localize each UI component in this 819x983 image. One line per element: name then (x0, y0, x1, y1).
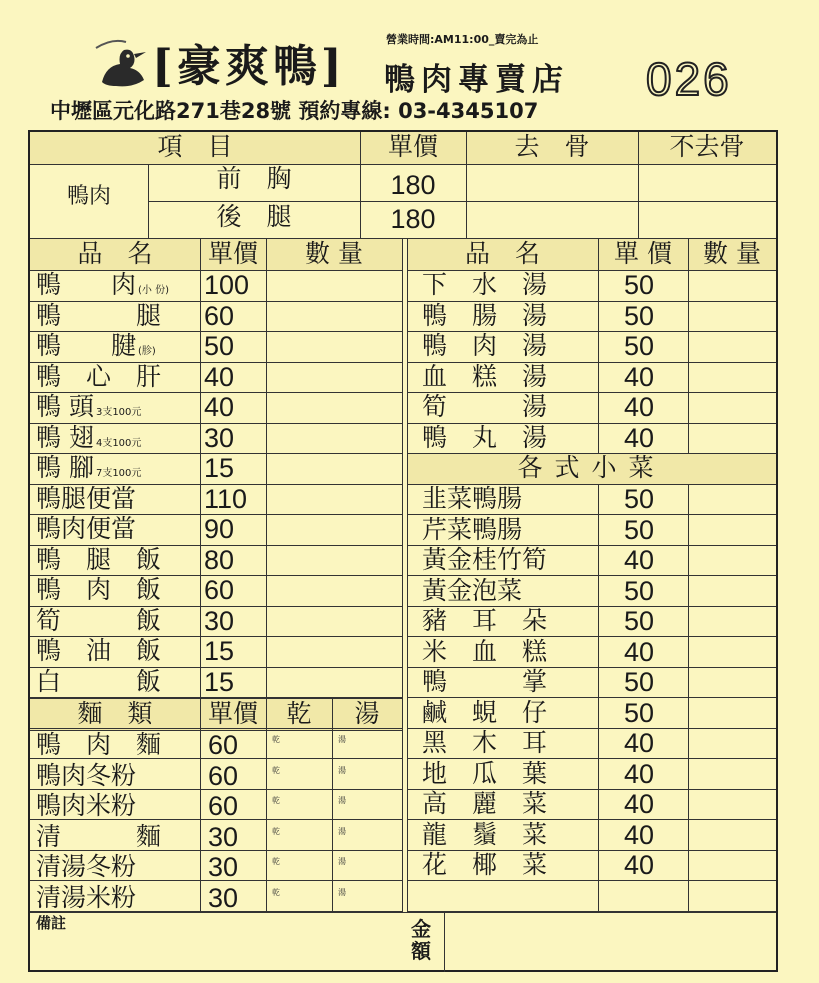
grid-line (30, 514, 402, 515)
grid-line (30, 819, 402, 820)
soup-item-price: 50 (624, 331, 655, 361)
qty-field[interactable] (689, 423, 776, 454)
grid-line (402, 238, 403, 912)
dry-checkbox[interactable]: 乾 (272, 857, 280, 866)
menu-item-price: 60 (204, 300, 235, 331)
menu-item-name: 鴨 腿 飯 (36, 544, 162, 574)
grid-line (407, 301, 776, 302)
deboned-breast-qty[interactable] (467, 165, 637, 201)
menu-item-price: 15 (204, 666, 235, 697)
grid-line (407, 728, 776, 729)
side-item-name: 黃金桂竹筍 (422, 545, 548, 574)
side-item-name: 鹹 蜆 仔 (422, 697, 548, 727)
grid-line (598, 238, 599, 453)
side-item-price: 50 (624, 514, 655, 545)
top-header-deboned: 去 骨 (514, 132, 590, 161)
side-item-name: 黃金泡菜 (422, 575, 523, 605)
qty-field[interactable] (689, 362, 776, 393)
brand-name: [豪爽鴨] (152, 41, 346, 92)
side-item-price: 50 (624, 667, 655, 697)
soup-item-price: 40 (624, 361, 655, 392)
grid-line (407, 667, 776, 668)
side-item-name: 豬 耳 朵 (422, 606, 548, 635)
grid-line (407, 331, 776, 332)
soup-checkbox[interactable]: 湯 (338, 887, 346, 897)
menu-item-note: 3支100元 (95, 407, 142, 418)
grid-line (30, 730, 402, 731)
soup-item-price: 40 (624, 422, 655, 453)
noodle-item-price: 30 (208, 852, 239, 882)
menu-item-price: 100 (204, 270, 250, 300)
menu-item-name: 鴨 頭 3支100元 (36, 392, 142, 421)
soup-item-name: 下 水 湯 (422, 270, 548, 299)
side-item-price: 50 (624, 575, 655, 606)
menu-item-name: 鴨 油 飯 (36, 636, 162, 665)
grid-line (407, 362, 776, 363)
item-breast: 前 胸 (216, 164, 292, 193)
grid-line (407, 819, 776, 820)
noodle-item-price: 30 (208, 821, 239, 852)
grid-line (407, 392, 776, 393)
side-item-price: 40 (624, 789, 655, 819)
side-item-name: 龍 鬚 菜 (422, 819, 548, 849)
menu-item-note: (小 份) (138, 285, 169, 296)
grid-line (30, 392, 402, 393)
menu-item-price: 40 (204, 392, 235, 422)
side-item-price: 50 (624, 697, 655, 728)
bone-in-thigh-qty[interactable] (639, 202, 776, 238)
item-thigh: 後 腿 (216, 202, 292, 231)
grid-line (30, 575, 402, 576)
menu-item-name: 鴨 肉 飯 (36, 575, 162, 604)
grid-line (30, 238, 776, 239)
side-item-price: 40 (624, 545, 655, 575)
left-header-name: 品 名 (77, 239, 153, 268)
price-breast: 180 (390, 170, 436, 200)
grid-line (148, 164, 149, 238)
left-header-price: 單價 (207, 239, 258, 268)
menu-item-name: 鴨 肉 (小 份) (36, 270, 169, 299)
noodle-item-price: 60 (208, 730, 239, 760)
left-header-qty: 數 量 (305, 239, 363, 268)
noodle-item-name: 鴨肉冬粉 (36, 760, 137, 790)
qty-field[interactable] (689, 606, 776, 637)
grid-line (148, 201, 776, 202)
noodle-item-name: 清 麵 (36, 821, 162, 851)
duck-logo-icon (92, 28, 152, 90)
grid-line (30, 484, 402, 485)
grid-line (407, 636, 776, 637)
qty-field[interactable] (267, 545, 401, 576)
qty-field[interactable] (267, 484, 401, 515)
sheet-header (0, 0, 819, 125)
right-header-qty: 數 量 (703, 239, 761, 268)
menu-item-name: 鴨 腱 (胗) (36, 331, 156, 360)
grid-line (407, 545, 776, 546)
right-header-price: 單 價 (614, 239, 672, 268)
menu-item-name: 鴨肉便當 (36, 514, 137, 543)
menu-item-name: 鴨 翅 4支100元 (36, 422, 142, 452)
soup-item-name: 鴨 肉 湯 (422, 331, 548, 360)
side-item-price: 50 (624, 606, 655, 636)
grid-line (407, 484, 776, 485)
grid-line (598, 484, 599, 912)
menu-item-name: 鴨腿便當 (36, 483, 137, 513)
qty-field[interactable] (267, 514, 401, 545)
grid-line (407, 453, 776, 454)
grid-line (688, 238, 689, 453)
grid-line (30, 789, 402, 790)
grid-line (30, 667, 402, 668)
side-item-name: 鴨 掌 (422, 667, 548, 696)
noodle-header-price: 單價 (207, 699, 258, 728)
qty-field[interactable] (689, 331, 776, 362)
side-item-name: 韭菜鴨腸 (422, 484, 523, 513)
grid-line (407, 575, 776, 576)
shop-address: 中壢區元化路271巷28號 預約專線: 03-4345107 (50, 99, 539, 123)
qty-field[interactable] (689, 667, 776, 698)
menu-item-price: 110 (204, 483, 248, 514)
side-item-name: 芹菜鴨腸 (422, 514, 523, 544)
dry-checkbox[interactable]: 乾 (272, 887, 280, 897)
side-item-price: 40 (624, 819, 655, 850)
grid-line (30, 728, 402, 729)
qty-field[interactable] (267, 331, 401, 362)
top-header-bone-in: 不去骨 (669, 132, 745, 161)
grid-line (30, 912, 776, 913)
duck-category-label: 鴨肉 (66, 184, 111, 209)
qty-field[interactable] (689, 515, 776, 546)
grid-line (407, 789, 776, 790)
soup-checkbox[interactable]: 湯 (338, 796, 346, 805)
side-item-price: 40 (624, 728, 655, 758)
shop-subtitle: 鴨肉專賣店 (384, 62, 569, 98)
remark-label: 備註 (36, 914, 67, 932)
qty-field[interactable] (267, 453, 401, 484)
grid-line (30, 636, 402, 637)
menu-item-price: 30 (204, 422, 235, 453)
grid-line (407, 514, 776, 515)
grid-line (30, 453, 402, 454)
menu-item-name: 鴨 腳 7支100元 (36, 453, 142, 482)
qty-field[interactable] (267, 575, 401, 606)
deboned-thigh-qty[interactable] (467, 202, 637, 238)
side-item-price: 50 (624, 484, 655, 514)
menu-item-price: 50 (204, 331, 235, 361)
noodle-item-name: 鴨肉米粉 (36, 791, 137, 820)
amount-field[interactable] (444, 912, 776, 972)
menu-item-price: 60 (204, 575, 235, 605)
grid-line (30, 698, 402, 699)
sheet-number: 026 (646, 53, 732, 105)
sides-title: 各式小菜 (517, 453, 666, 482)
qty-field[interactable] (689, 484, 776, 515)
business-hours: 營業時間:AM11:00_賣完為止 (386, 33, 539, 46)
noodle-item-name: 清湯冬粉 (36, 852, 137, 881)
price-thigh: 180 (390, 204, 436, 234)
qty-field[interactable] (267, 392, 401, 423)
soup-checkbox[interactable]: 湯 (338, 826, 346, 836)
grid-line (30, 850, 402, 851)
noodle-item-price: 60 (208, 791, 239, 821)
qty-field[interactable] (267, 606, 401, 637)
grid-line (407, 697, 776, 698)
menu-item-price: 15 (204, 453, 235, 483)
top-header-item: 項 目 (157, 132, 233, 161)
soup-checkbox[interactable]: 湯 (338, 857, 346, 866)
grid-line (200, 238, 201, 912)
side-item-name: 高 麗 菜 (422, 789, 548, 818)
grid-line (360, 132, 361, 238)
side-item-name: 米 血 糕 (422, 636, 548, 666)
grid-line (407, 850, 776, 851)
remark-field[interactable] (30, 912, 402, 972)
qty-field[interactable] (689, 850, 776, 881)
qty-field[interactable] (689, 637, 776, 668)
order-form (28, 130, 778, 972)
grid-line (30, 362, 402, 363)
soup-checkbox[interactable]: 湯 (338, 765, 346, 775)
grid-line (407, 270, 776, 271)
grid-line (30, 545, 402, 546)
side-item-name: 地 瓜 葉 (422, 758, 548, 788)
grid-line (30, 758, 402, 759)
soup-checkbox[interactable]: 湯 (338, 735, 346, 744)
menu-item-price: 30 (204, 605, 235, 636)
qty-field[interactable] (689, 545, 776, 576)
side-item-name: 黑 木 耳 (422, 728, 548, 757)
menu-item-price: 90 (204, 514, 235, 544)
qty-field[interactable] (689, 698, 776, 729)
noodle-header-soup: 湯 (354, 699, 380, 728)
qty-field[interactable] (689, 576, 776, 607)
menu-item-note: 7支100元 (95, 468, 142, 479)
bone-in-breast-qty[interactable] (639, 165, 776, 201)
qty-field[interactable] (267, 270, 401, 301)
side-item-price: 40 (624, 636, 655, 667)
grid-line (638, 132, 639, 238)
grid-line (30, 270, 402, 271)
side-item-price: 40 (624, 758, 655, 789)
top-header-price: 單價 (387, 132, 438, 161)
grid-line (466, 132, 467, 238)
amount-label: 金額 (411, 917, 431, 963)
side-item-name: 花 椰 菜 (422, 850, 548, 879)
noodle-header-dry: 乾 (286, 699, 312, 728)
noodle-header-name: 麵 類 (77, 699, 153, 728)
menu-item-note: (胗) (138, 346, 156, 357)
grid-line (30, 164, 776, 165)
noodle-item-name: 鴨 肉 麵 (36, 730, 162, 759)
grid-line (688, 484, 689, 912)
soup-item-price: 40 (624, 392, 655, 422)
noodle-item-name: 清湯米粉 (36, 882, 137, 912)
qty-field[interactable] (689, 789, 776, 820)
soup-item-name: 鴨 丸 湯 (422, 422, 548, 452)
right-header-name: 品 名 (464, 239, 540, 268)
grid-line (332, 698, 333, 912)
soup-item-price: 50 (624, 270, 655, 300)
grid-line (407, 423, 776, 424)
grid-line (30, 880, 402, 881)
grid-line (30, 606, 402, 607)
menu-item-name: 鴨 心 肝 (36, 361, 162, 391)
noodle-item-price: 30 (208, 882, 239, 913)
dry-checkbox[interactable]: 乾 (272, 735, 280, 744)
qty-field[interactable] (267, 362, 401, 393)
qty-field[interactable] (689, 728, 776, 759)
soup-item-name: 筍 湯 (422, 392, 548, 421)
menu-item-price: 15 (204, 636, 235, 666)
dry-checkbox[interactable]: 乾 (272, 765, 280, 775)
qty-field[interactable] (689, 759, 776, 790)
grid-line (407, 880, 776, 881)
soup-item-name: 血 糕 湯 (422, 361, 548, 391)
qty-field[interactable] (689, 392, 776, 423)
menu-item-price: 80 (204, 544, 235, 575)
dry-checkbox[interactable]: 乾 (272, 826, 280, 836)
qty-field[interactable] (267, 636, 401, 667)
menu-item-note: 4支100元 (95, 437, 142, 449)
grid-line (407, 606, 776, 607)
qty-field[interactable] (267, 301, 401, 332)
soup-item-name: 鴨 腸 湯 (422, 300, 548, 330)
grid-line (30, 331, 402, 332)
grid-line (30, 301, 402, 302)
grid-line (407, 758, 776, 759)
menu-item-name: 鴨 腿 (36, 300, 162, 330)
qty-field[interactable] (689, 270, 776, 301)
qty-field[interactable] (267, 423, 401, 454)
qty-field[interactable] (689, 820, 776, 851)
noodle-item-price: 60 (208, 760, 239, 791)
grid-line (30, 423, 402, 424)
side-item-price: 40 (624, 850, 655, 880)
grid-line (444, 912, 445, 972)
grid-line (266, 238, 267, 912)
menu-item-name: 筍 飯 (36, 605, 162, 635)
menu-item-price: 40 (204, 361, 235, 392)
dry-checkbox[interactable]: 乾 (272, 796, 280, 805)
qty-field[interactable] (689, 301, 776, 332)
soup-item-price: 50 (624, 300, 655, 331)
qty-field[interactable] (267, 667, 401, 698)
menu-item-name: 白 飯 (36, 666, 162, 696)
